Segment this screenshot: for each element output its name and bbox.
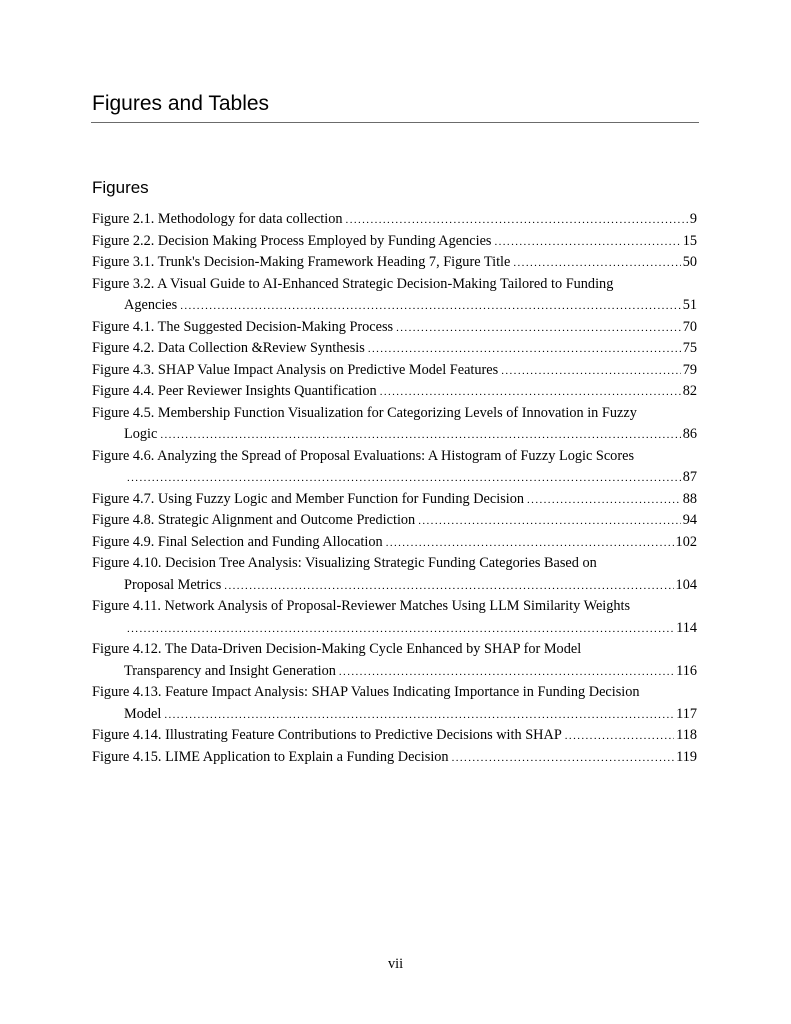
toc-entry-label: Figure 4.7. Using Fuzzy Logic and Member Function for Funding Decision bbox=[92, 490, 525, 507]
toc-entry[interactable] bbox=[92, 317, 697, 339]
toc-entry-label-continuation: Transparency and Insight Generation bbox=[124, 662, 336, 679]
toc-entry-page-number: 82 bbox=[682, 383, 697, 399]
toc-entry[interactable] bbox=[92, 403, 697, 446]
toc-entry-line bbox=[92, 510, 697, 532]
toc-entry-page-number: 87 bbox=[682, 469, 697, 485]
title-divider bbox=[91, 122, 699, 123]
toc-entry-line bbox=[92, 725, 697, 747]
toc-entry-label: Figure 4.5. Membership Function Visualization for Categorizing Levels of Innovation in Fuzzy bbox=[92, 404, 637, 421]
toc-entry-line bbox=[92, 553, 697, 575]
toc-entry[interactable] bbox=[92, 553, 697, 596]
toc-entry-label: Figure 4.2. Data Collection &Review Synthesis bbox=[92, 340, 365, 356]
toc-entry-label: Figure 2.2. Decision Making Process Employed by Funding Agencies bbox=[92, 232, 492, 249]
toc-entry-line bbox=[92, 489, 697, 511]
toc-entry-page-number: 86 bbox=[682, 426, 697, 442]
toc-entry-page-number: 114 bbox=[676, 619, 697, 636]
toc-entry-line bbox=[92, 209, 697, 231]
toc-entry-page-number: 104 bbox=[675, 576, 697, 593]
toc-entry-label: Figure 2.1. Methodology for data collection bbox=[92, 211, 343, 227]
dot-leader bbox=[127, 619, 674, 641]
toc-entry-line bbox=[92, 360, 697, 382]
toc-entry-page-number: 75 bbox=[682, 340, 697, 356]
toc-entry-label: Figure 4.3. SHAP Value Impact Analysis on Predictive Model Features bbox=[92, 361, 499, 378]
toc-entry-continuation-line bbox=[92, 661, 697, 683]
toc-entry[interactable] bbox=[92, 252, 697, 274]
toc-entry-line bbox=[92, 747, 697, 769]
toc-entry-page-number: 116 bbox=[676, 662, 697, 679]
toc-entry-continuation-line bbox=[92, 575, 697, 597]
toc-entry-label: Figure 4.6. Analyzing the Spread of Proposal Evaluations: A Histogram of Fuzzy Logic Scores bbox=[92, 447, 635, 464]
toc-entry-page-number: 9 bbox=[689, 211, 697, 227]
toc-entry-line bbox=[92, 682, 697, 704]
toc-entry-page-number: 118 bbox=[676, 727, 697, 743]
toc-entry[interactable] bbox=[92, 338, 697, 360]
toc-entry[interactable] bbox=[92, 489, 697, 511]
toc-entry-label: Figure 4.15. LIME Application to Explain a Funding Decision bbox=[92, 748, 449, 765]
toc-entry-line bbox=[92, 231, 697, 253]
dot-leader bbox=[164, 705, 674, 727]
toc-entry-line bbox=[92, 403, 697, 425]
toc-entry-continuation-line bbox=[92, 618, 697, 640]
toc-entry[interactable] bbox=[92, 510, 697, 532]
dot-leader bbox=[386, 533, 674, 555]
toc-entry-label-continuation: Agencies bbox=[124, 297, 178, 313]
toc-entry-label: Figure 4.8. Strategic Alignment and Outcome Prediction bbox=[92, 512, 416, 528]
toc-entry[interactable] bbox=[92, 639, 697, 682]
toc-entry-label: Figure 4.13. Feature Impact Analysis: SHAP Values Indicating Importance in Funding Decision bbox=[92, 684, 640, 700]
toc-entry[interactable] bbox=[92, 747, 697, 769]
toc-entry-page-number: 15 bbox=[682, 232, 697, 249]
toc-entry-page-number: 94 bbox=[682, 512, 697, 528]
toc-entry[interactable] bbox=[92, 231, 697, 253]
toc-entry-label: Figure 4.10. Decision Tree Analysis: Visualizing Strategic Funding Categories Based on bbox=[92, 555, 597, 571]
toc-entry-label: Figure 3.2. A Visual Guide to AI-Enhanced Strategic Decision-Making Tailored to Funding bbox=[92, 275, 614, 292]
toc-entry-continuation-line bbox=[92, 704, 697, 726]
toc-entry-label-continuation: Proposal Metrics bbox=[124, 576, 222, 593]
toc-entry-page-number: 88 bbox=[682, 490, 697, 507]
dot-leader bbox=[418, 511, 680, 533]
toc-entry[interactable] bbox=[92, 725, 697, 747]
toc-entry[interactable] bbox=[92, 596, 697, 639]
dot-leader bbox=[494, 232, 680, 254]
toc-entry-continuation-line bbox=[92, 467, 697, 489]
toc-entry-line bbox=[92, 317, 697, 339]
page-number: vii bbox=[387, 956, 404, 972]
toc-entry-label-continuation: Model bbox=[124, 705, 162, 722]
toc-entry-line bbox=[92, 274, 697, 296]
toc-entry[interactable] bbox=[92, 360, 697, 382]
toc-entry-continuation-line bbox=[92, 295, 697, 317]
toc-entry-line bbox=[92, 381, 697, 403]
toc-entry-label: Figure 3.1. Trunk's Decision-Making Framework Heading 7, Figure Title bbox=[92, 254, 511, 270]
toc-entry-line bbox=[92, 338, 697, 360]
list-of-figures bbox=[92, 209, 697, 768]
toc-entry-label: Figure 4.9. Final Selection and Funding Allocation bbox=[92, 533, 383, 550]
dot-leader bbox=[160, 425, 680, 447]
toc-entry-page-number: 102 bbox=[675, 533, 697, 550]
dot-leader bbox=[452, 748, 674, 770]
dot-leader bbox=[127, 468, 681, 490]
toc-entry-line bbox=[92, 596, 697, 618]
toc-entry-label: Figure 4.1. The Suggested Decision-Making Process bbox=[92, 318, 394, 335]
toc-entry-page-number: 119 bbox=[676, 748, 697, 765]
dot-leader bbox=[368, 339, 681, 361]
toc-entry-line bbox=[92, 446, 697, 468]
toc-entry-label: Figure 4.14. Illustrating Feature Contributions to Predictive Decisions with SHAP bbox=[92, 727, 562, 743]
page-title: Figures and Tables bbox=[92, 92, 270, 115]
toc-entry-page-number: 50 bbox=[682, 254, 697, 270]
toc-entry-line bbox=[92, 639, 697, 661]
toc-entry-label: Figure 4.11. Network Analysis of Proposal-Reviewer Matches Using LLM Similarity Weights bbox=[92, 598, 631, 614]
toc-entry-page-number: 117 bbox=[676, 705, 697, 722]
toc-entry-page-number: 70 bbox=[682, 318, 697, 335]
dot-leader bbox=[339, 662, 674, 684]
dot-leader bbox=[501, 361, 680, 383]
toc-entry-page-number: 51 bbox=[682, 297, 697, 313]
toc-entry-page-number: 79 bbox=[682, 361, 697, 378]
dot-leader bbox=[513, 253, 680, 275]
toc-entry-label-continuation: Logic bbox=[124, 426, 158, 442]
section-heading-figures: Figures bbox=[92, 178, 149, 197]
dot-leader bbox=[346, 210, 688, 232]
dot-leader bbox=[565, 726, 674, 748]
toc-entry[interactable] bbox=[92, 381, 697, 403]
toc-entry-label: Figure 4.12. The Data-Driven Decision-Making Cycle Enhanced by SHAP for Model bbox=[92, 641, 582, 657]
toc-entry[interactable] bbox=[92, 209, 697, 231]
toc-entry-line bbox=[92, 532, 697, 554]
dot-leader bbox=[180, 296, 681, 318]
toc-entry[interactable] bbox=[92, 446, 697, 489]
dot-leader bbox=[224, 576, 673, 598]
toc-entry[interactable] bbox=[92, 532, 697, 554]
dot-leader bbox=[380, 382, 681, 404]
dot-leader bbox=[527, 490, 681, 512]
toc-entry-continuation-line bbox=[92, 424, 697, 446]
toc-entry[interactable] bbox=[92, 682, 697, 725]
dot-leader bbox=[396, 318, 681, 340]
toc-entry[interactable] bbox=[92, 274, 697, 317]
toc-entry-line bbox=[92, 252, 697, 274]
toc-entry-label: Figure 4.4. Peer Reviewer Insights Quantification bbox=[92, 383, 377, 399]
